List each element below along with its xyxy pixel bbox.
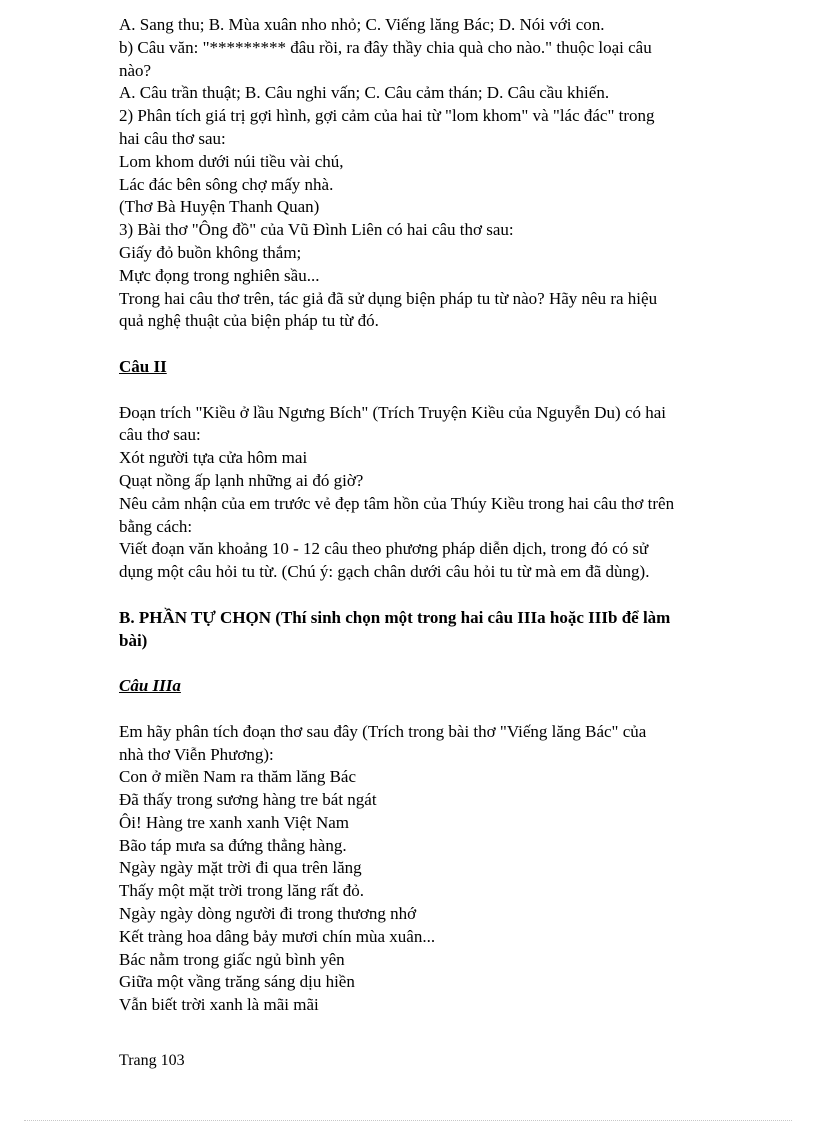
text-line: hai câu thơ sau: (119, 128, 226, 148)
spacer (119, 698, 719, 721)
text-line: Viết đoạn văn khoảng 10 - 12 câu theo phương pháp diễn dịch, trong đó có sử (119, 539, 649, 559)
section-heading-phan-tu-chon-cont: bài) (119, 630, 148, 650)
poem-line: Ngày ngày dòng người đi trong thương nhớ (119, 904, 417, 924)
poem-line: Bão táp mưa sa đứng thẳng hàng. (119, 835, 347, 855)
page-number-footer: Trang 103 (119, 1052, 185, 1069)
spacer (119, 333, 719, 356)
text-line: quả nghệ thuật của biện pháp tu từ đó. (119, 311, 379, 331)
spacer (119, 379, 719, 402)
poem-line: Xót người tựa cửa hôm mai (119, 448, 308, 468)
poem-line: Giữa một vầng trăng sáng dịu hiền (119, 972, 355, 992)
poem-attribution: (Thơ Bà Huyện Thanh Quan) (119, 197, 320, 217)
page-bottom-divider (24, 1120, 792, 1121)
poem-line: Ngày ngày mặt trời đi qua trên lăng (119, 858, 362, 878)
poem-line: Quạt nồng ấp lạnh những ai đó giờ? (119, 470, 364, 490)
poem-line: Bác nằm trong giấc ngủ bình yên (119, 949, 345, 969)
poem-line: Ôi! Hàng tre xanh xanh Việt Nam (119, 812, 349, 832)
text-line: Đoạn trích "Kiều ở lầu Ngưng Bích" (Trích Truyện Kiều của Nguyễn Du) có hai (119, 402, 667, 422)
poem-line: Mực đọng trong nghiên sầu... (119, 265, 320, 285)
poem-line: Đã thấy trong sương hàng tre bát ngát (119, 790, 377, 810)
section-heading-cau-iiia: Câu IIIa (119, 676, 181, 696)
text-line: Em hãy phân tích đoạn thơ sau đây (Trích trong bài thơ "Viếng lăng Bác" của (119, 721, 647, 741)
text-line: 3) Bài thơ "Ông đồ" của Vũ Đình Liên có hai câu thơ sau: (119, 220, 514, 240)
text-line: b) Câu văn: "********* đâu rồi, ra đây thầy chia quà cho nào." thuộc loại câu (119, 37, 652, 57)
document-body (119, 14, 719, 1017)
poem-line: Vẫn biết trời xanh là mãi mãi (119, 995, 319, 1015)
spacer (119, 652, 719, 675)
text-line: nhà thơ Viễn Phương): (119, 744, 274, 764)
poem-line: Lác đác bên sông chợ mấy nhà. (119, 174, 334, 194)
text-line: Nêu cảm nhận của em trước vẻ đẹp tâm hồn của Thúy Kiều trong hai câu thơ trên (119, 493, 675, 513)
text-line: A. Câu trần thuật; B. Câu nghi vấn; C. Câu cảm thán; D. Câu cầu khiến. (119, 83, 610, 103)
poem-line: Giấy đỏ buồn không thắm; (119, 242, 302, 262)
text-line: câu thơ sau: (119, 425, 201, 445)
poem-line: Thấy một mặt trời trong lăng rất đỏ. (119, 881, 365, 901)
section-heading-phan-tu-chon: B. PHẦN TỰ CHỌN (Thí sinh chọn một trong hai câu IIIa hoặc IIIb để làm (119, 607, 671, 627)
spacer (119, 584, 719, 607)
poem-line: Con ở miền Nam ra thăm lăng Bác (119, 767, 357, 787)
poem-line: Lom khom dưới núi tiều vài chú, (119, 151, 344, 171)
text-line: bằng cách: (119, 516, 193, 536)
text-line: dụng một câu hỏi tu từ. (Chú ý: gạch chân dưới câu hỏi tu từ mà em đã dùng). (119, 562, 650, 582)
text-line: A. Sang thu; B. Mùa xuân nho nhỏ; C. Viếng lăng Bác; D. Nói với con. (119, 15, 605, 34)
text-line: Trong hai câu thơ trên, tác giả đã sử dụng biện pháp tu từ nào? Hãy nêu ra hiệu (119, 288, 658, 308)
text-line: 2) Phân tích giá trị gợi hình, gợi cảm của hai từ "lom khom" và "lác đác" trong (119, 106, 655, 126)
poem-line: Kết tràng hoa dâng bảy mươi chín mùa xuân... (119, 926, 436, 946)
section-heading-cau-ii: Câu II (119, 356, 167, 376)
text-line: nào? (119, 60, 152, 80)
